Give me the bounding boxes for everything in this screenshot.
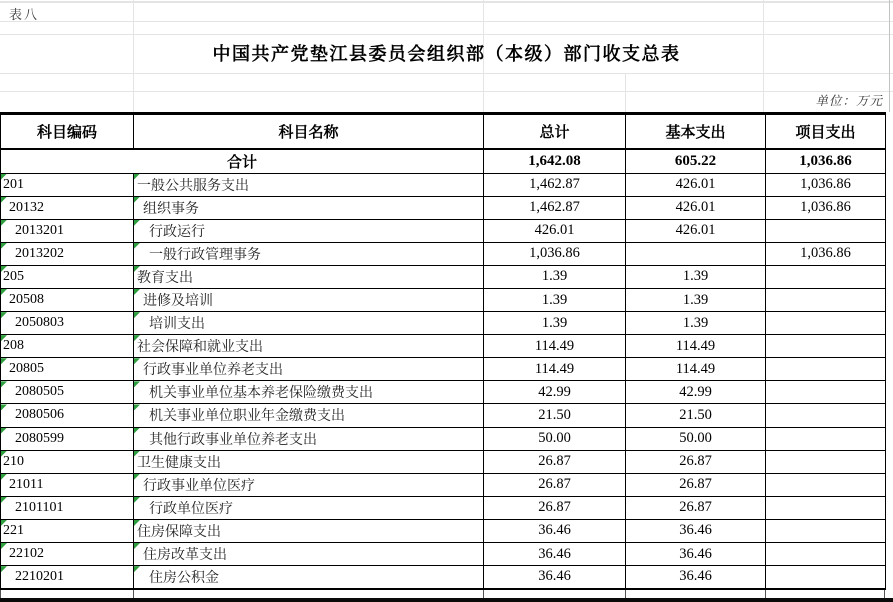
cell-error-flag-icon [134, 520, 140, 526]
table-row [1, 288, 886, 311]
cell-error-flag-icon [134, 174, 140, 180]
subject-name-cell[interactable]: 培训支出 [134, 312, 484, 335]
total-amount-cell[interactable]: 26.87 [484, 450, 626, 473]
cell-error-flag-icon [1, 220, 7, 226]
project-amount-cell[interactable] [766, 496, 886, 519]
basic-amount-cell[interactable]: 36.46 [626, 543, 766, 566]
subject-code-cell[interactable]: 2013201 [1, 219, 134, 242]
basic-amount-cell[interactable]: 426.01 [626, 173, 766, 196]
project-amount-cell[interactable] [766, 265, 886, 288]
basic-amount-cell[interactable]: 114.49 [626, 335, 766, 358]
cell-error-flag-icon [1, 520, 7, 526]
subject-name-cell[interactable]: 行政事业单位养老支出 [134, 358, 484, 381]
subject-code-cell[interactable]: 20805 [1, 358, 134, 381]
table-row [1, 566, 886, 589]
subject-name-cell[interactable]: 一般公共服务支出 [134, 173, 484, 196]
project-amount-cell[interactable] [766, 450, 886, 473]
subject-code-cell[interactable]: 201 [1, 173, 134, 196]
subject-code-cell[interactable]: 208 [1, 335, 134, 358]
cell-error-flag-icon [134, 497, 140, 503]
basic-amount-cell[interactable]: 50.00 [626, 427, 766, 450]
subject-code-cell[interactable]: 21011 [1, 473, 134, 496]
subject-name-cell[interactable]: 住房保障支出 [134, 519, 484, 542]
basic-amount-cell[interactable]: 426.01 [626, 196, 766, 219]
subject-name-cell[interactable]: 行政单位医疗 [134, 496, 484, 519]
project-amount-cell[interactable] [766, 312, 886, 335]
subject-code-cell[interactable]: 22102 [1, 543, 134, 566]
basic-amount-cell[interactable]: 1.39 [626, 265, 766, 288]
basic-amount-cell[interactable]: 26.87 [626, 473, 766, 496]
table-row [1, 358, 886, 381]
project-amount-cell[interactable] [766, 219, 886, 242]
basic-amount-cell[interactable]: 426.01 [626, 219, 766, 242]
basic-amount-cell[interactable]: 1.39 [626, 312, 766, 335]
project-amount-cell[interactable]: 1,036.86 [766, 242, 886, 265]
cell-error-flag-icon [1, 174, 7, 180]
column-header-1[interactable]: 科目名称 [134, 114, 484, 150]
subject-code-cell[interactable]: 205 [1, 265, 134, 288]
cell-error-flag-icon [1, 451, 7, 457]
total-project-cell[interactable]: 1,036.86 [766, 149, 886, 173]
table-row [1, 496, 886, 519]
subject-name-cell[interactable]: 机关事业单位基本养老保险缴费支出 [134, 381, 484, 404]
cell-error-flag-icon [134, 566, 140, 572]
cell-error-flag-icon [1, 358, 7, 364]
subject-name-cell[interactable]: 其他行政事业单位养老支出 [134, 427, 484, 450]
column-header-3[interactable]: 基本支出 [626, 114, 766, 150]
cell-error-flag-icon [1, 289, 7, 295]
project-amount-cell[interactable] [766, 381, 886, 404]
total-total-cell[interactable]: 1,642.08 [484, 149, 626, 173]
subject-code-cell[interactable]: 2013202 [1, 242, 134, 265]
header-row [1, 114, 886, 150]
cell-error-flag-icon [134, 358, 140, 364]
subject-name-cell[interactable]: 卫生健康支出 [134, 450, 484, 473]
cell-error-flag-icon [1, 312, 7, 318]
total-amount-cell[interactable]: 114.49 [484, 335, 626, 358]
cell-error-flag-icon [1, 497, 7, 503]
subject-name-cell[interactable]: 行政运行 [134, 219, 484, 242]
total-amount-cell[interactable]: 1,462.87 [484, 196, 626, 219]
basic-amount-cell[interactable] [626, 242, 766, 265]
project-amount-cell[interactable] [766, 288, 886, 311]
subject-code-cell[interactable]: 210 [1, 450, 134, 473]
project-amount-cell[interactable] [766, 335, 886, 358]
column-header-4[interactable]: 项目支出 [766, 114, 886, 150]
basic-amount-cell[interactable]: 1.39 [626, 288, 766, 311]
project-amount-cell[interactable] [766, 566, 886, 589]
table-row [1, 335, 886, 358]
cell-error-flag-icon [134, 197, 140, 203]
total-amount-cell[interactable]: 1,462.87 [484, 173, 626, 196]
total-amount-cell[interactable]: 114.49 [484, 358, 626, 381]
table-row [1, 473, 886, 496]
subject-code-cell[interactable]: 2080506 [1, 404, 134, 427]
subject-code-cell[interactable]: 2210201 [1, 566, 134, 589]
column-header-2[interactable]: 总计 [484, 114, 626, 150]
project-amount-cell[interactable] [766, 519, 886, 542]
subject-name-cell[interactable]: 教育支出 [134, 265, 484, 288]
cell-error-flag-icon [134, 543, 140, 549]
cell-error-flag-icon [134, 335, 140, 341]
cell-error-flag-icon [134, 266, 140, 272]
cell-error-flag-icon [134, 404, 140, 410]
cell-error-flag-icon [1, 474, 7, 480]
cell-error-flag-icon [1, 381, 7, 387]
cell-error-flag-icon [134, 428, 140, 434]
total-amount-cell[interactable]: 36.46 [484, 566, 626, 589]
subject-name-cell[interactable]: 一般行政管理事务 [134, 242, 484, 265]
table-row [1, 173, 886, 196]
total-label-cell[interactable]: 合计 [1, 149, 484, 173]
total-amount-cell[interactable]: 426.01 [484, 219, 626, 242]
table-row [1, 196, 886, 219]
basic-amount-cell[interactable]: 36.46 [626, 566, 766, 589]
total-amount-cell[interactable]: 1.39 [484, 265, 626, 288]
basic-amount-cell[interactable]: 26.87 [626, 496, 766, 519]
project-amount-cell[interactable] [766, 358, 886, 381]
table-row [1, 265, 886, 288]
cell-error-flag-icon [1, 428, 7, 434]
total-row [1, 149, 886, 173]
column-header-0[interactable]: 科目编码 [1, 114, 134, 150]
cell-error-flag-icon [1, 266, 7, 272]
project-amount-cell[interactable]: 1,036.86 [766, 196, 886, 219]
table-row [1, 427, 886, 450]
cell-error-flag-icon [134, 451, 140, 457]
project-amount-cell[interactable] [766, 543, 886, 566]
total-amount-cell[interactable]: 1.39 [484, 312, 626, 335]
cell-error-flag-icon [1, 335, 7, 341]
cell-error-flag-icon [1, 543, 7, 549]
project-amount-cell[interactable] [766, 404, 886, 427]
total-amount-cell[interactable]: 1.39 [484, 288, 626, 311]
total-amount-cell[interactable]: 26.87 [484, 473, 626, 496]
total-amount-cell[interactable]: 42.99 [484, 381, 626, 404]
subject-name-cell[interactable]: 住房改革支出 [134, 543, 484, 566]
budget-table [0, 112, 886, 590]
table-row [1, 543, 886, 566]
total-amount-cell[interactable]: 36.46 [484, 543, 626, 566]
table-row [1, 312, 886, 335]
subject-code-cell[interactable]: 2080599 [1, 427, 134, 450]
total-basic-cell[interactable]: 605.22 [626, 149, 766, 173]
table-row [1, 450, 886, 473]
subject-code-cell[interactable]: 221 [1, 519, 134, 542]
subject-name-cell[interactable]: 机关事业单位职业年金缴费支出 [134, 404, 484, 427]
subject-code-cell[interactable]: 2080505 [1, 381, 134, 404]
basic-amount-cell[interactable]: 42.99 [626, 381, 766, 404]
subject-code-cell[interactable]: 2050803 [1, 312, 134, 335]
subject-name-cell[interactable]: 社会保障和就业支出 [134, 335, 484, 358]
total-amount-cell[interactable]: 1,036.86 [484, 242, 626, 265]
gridline [625, 73, 626, 112]
report-title: 中国共产党垫江县委员会组织部（本级）部门收支总表 [212, 44, 681, 64]
basic-amount-cell[interactable]: 21.50 [626, 404, 766, 427]
cell-error-flag-icon [134, 381, 140, 387]
total-amount-cell[interactable]: 26.87 [484, 496, 626, 519]
bottom-divider [0, 598, 893, 602]
sheet-label: 表八 [9, 7, 40, 22]
cell-error-flag-icon [1, 404, 7, 410]
basic-amount-cell[interactable]: 114.49 [626, 358, 766, 381]
cell-error-flag-icon [134, 220, 140, 226]
table-row [1, 219, 886, 242]
project-amount-cell[interactable] [766, 473, 886, 496]
table-row [1, 404, 886, 427]
subject-name-cell[interactable]: 行政事业单位医疗 [134, 473, 484, 496]
project-amount-cell[interactable]: 1,036.86 [766, 173, 886, 196]
subject-name-cell[interactable]: 组织事务 [134, 196, 484, 219]
unit-note: 单位：万元 [815, 94, 883, 108]
project-amount-cell[interactable] [766, 427, 886, 450]
cell-error-flag-icon [1, 243, 7, 249]
cell-error-flag-icon [1, 566, 7, 572]
subject-name-cell[interactable]: 住房公积金 [134, 566, 484, 589]
cell-error-flag-icon [134, 289, 140, 295]
table-row [1, 519, 886, 542]
subject-name-cell[interactable]: 进修及培训 [134, 288, 484, 311]
basic-amount-cell[interactable]: 36.46 [626, 519, 766, 542]
subject-code-cell[interactable]: 20508 [1, 288, 134, 311]
subject-code-cell[interactable]: 20132 [1, 196, 134, 219]
cell-error-flag-icon [1, 197, 7, 203]
total-amount-cell[interactable]: 21.50 [484, 404, 626, 427]
total-amount-cell[interactable]: 36.46 [484, 519, 626, 542]
total-amount-cell[interactable]: 50.00 [484, 427, 626, 450]
cell-error-flag-icon [134, 312, 140, 318]
cell-error-flag-icon [134, 243, 140, 249]
subject-code-cell[interactable]: 2101101 [1, 496, 134, 519]
basic-amount-cell[interactable]: 26.87 [626, 450, 766, 473]
table-row [1, 381, 886, 404]
table-row [1, 242, 886, 265]
cell-error-flag-icon [134, 474, 140, 480]
